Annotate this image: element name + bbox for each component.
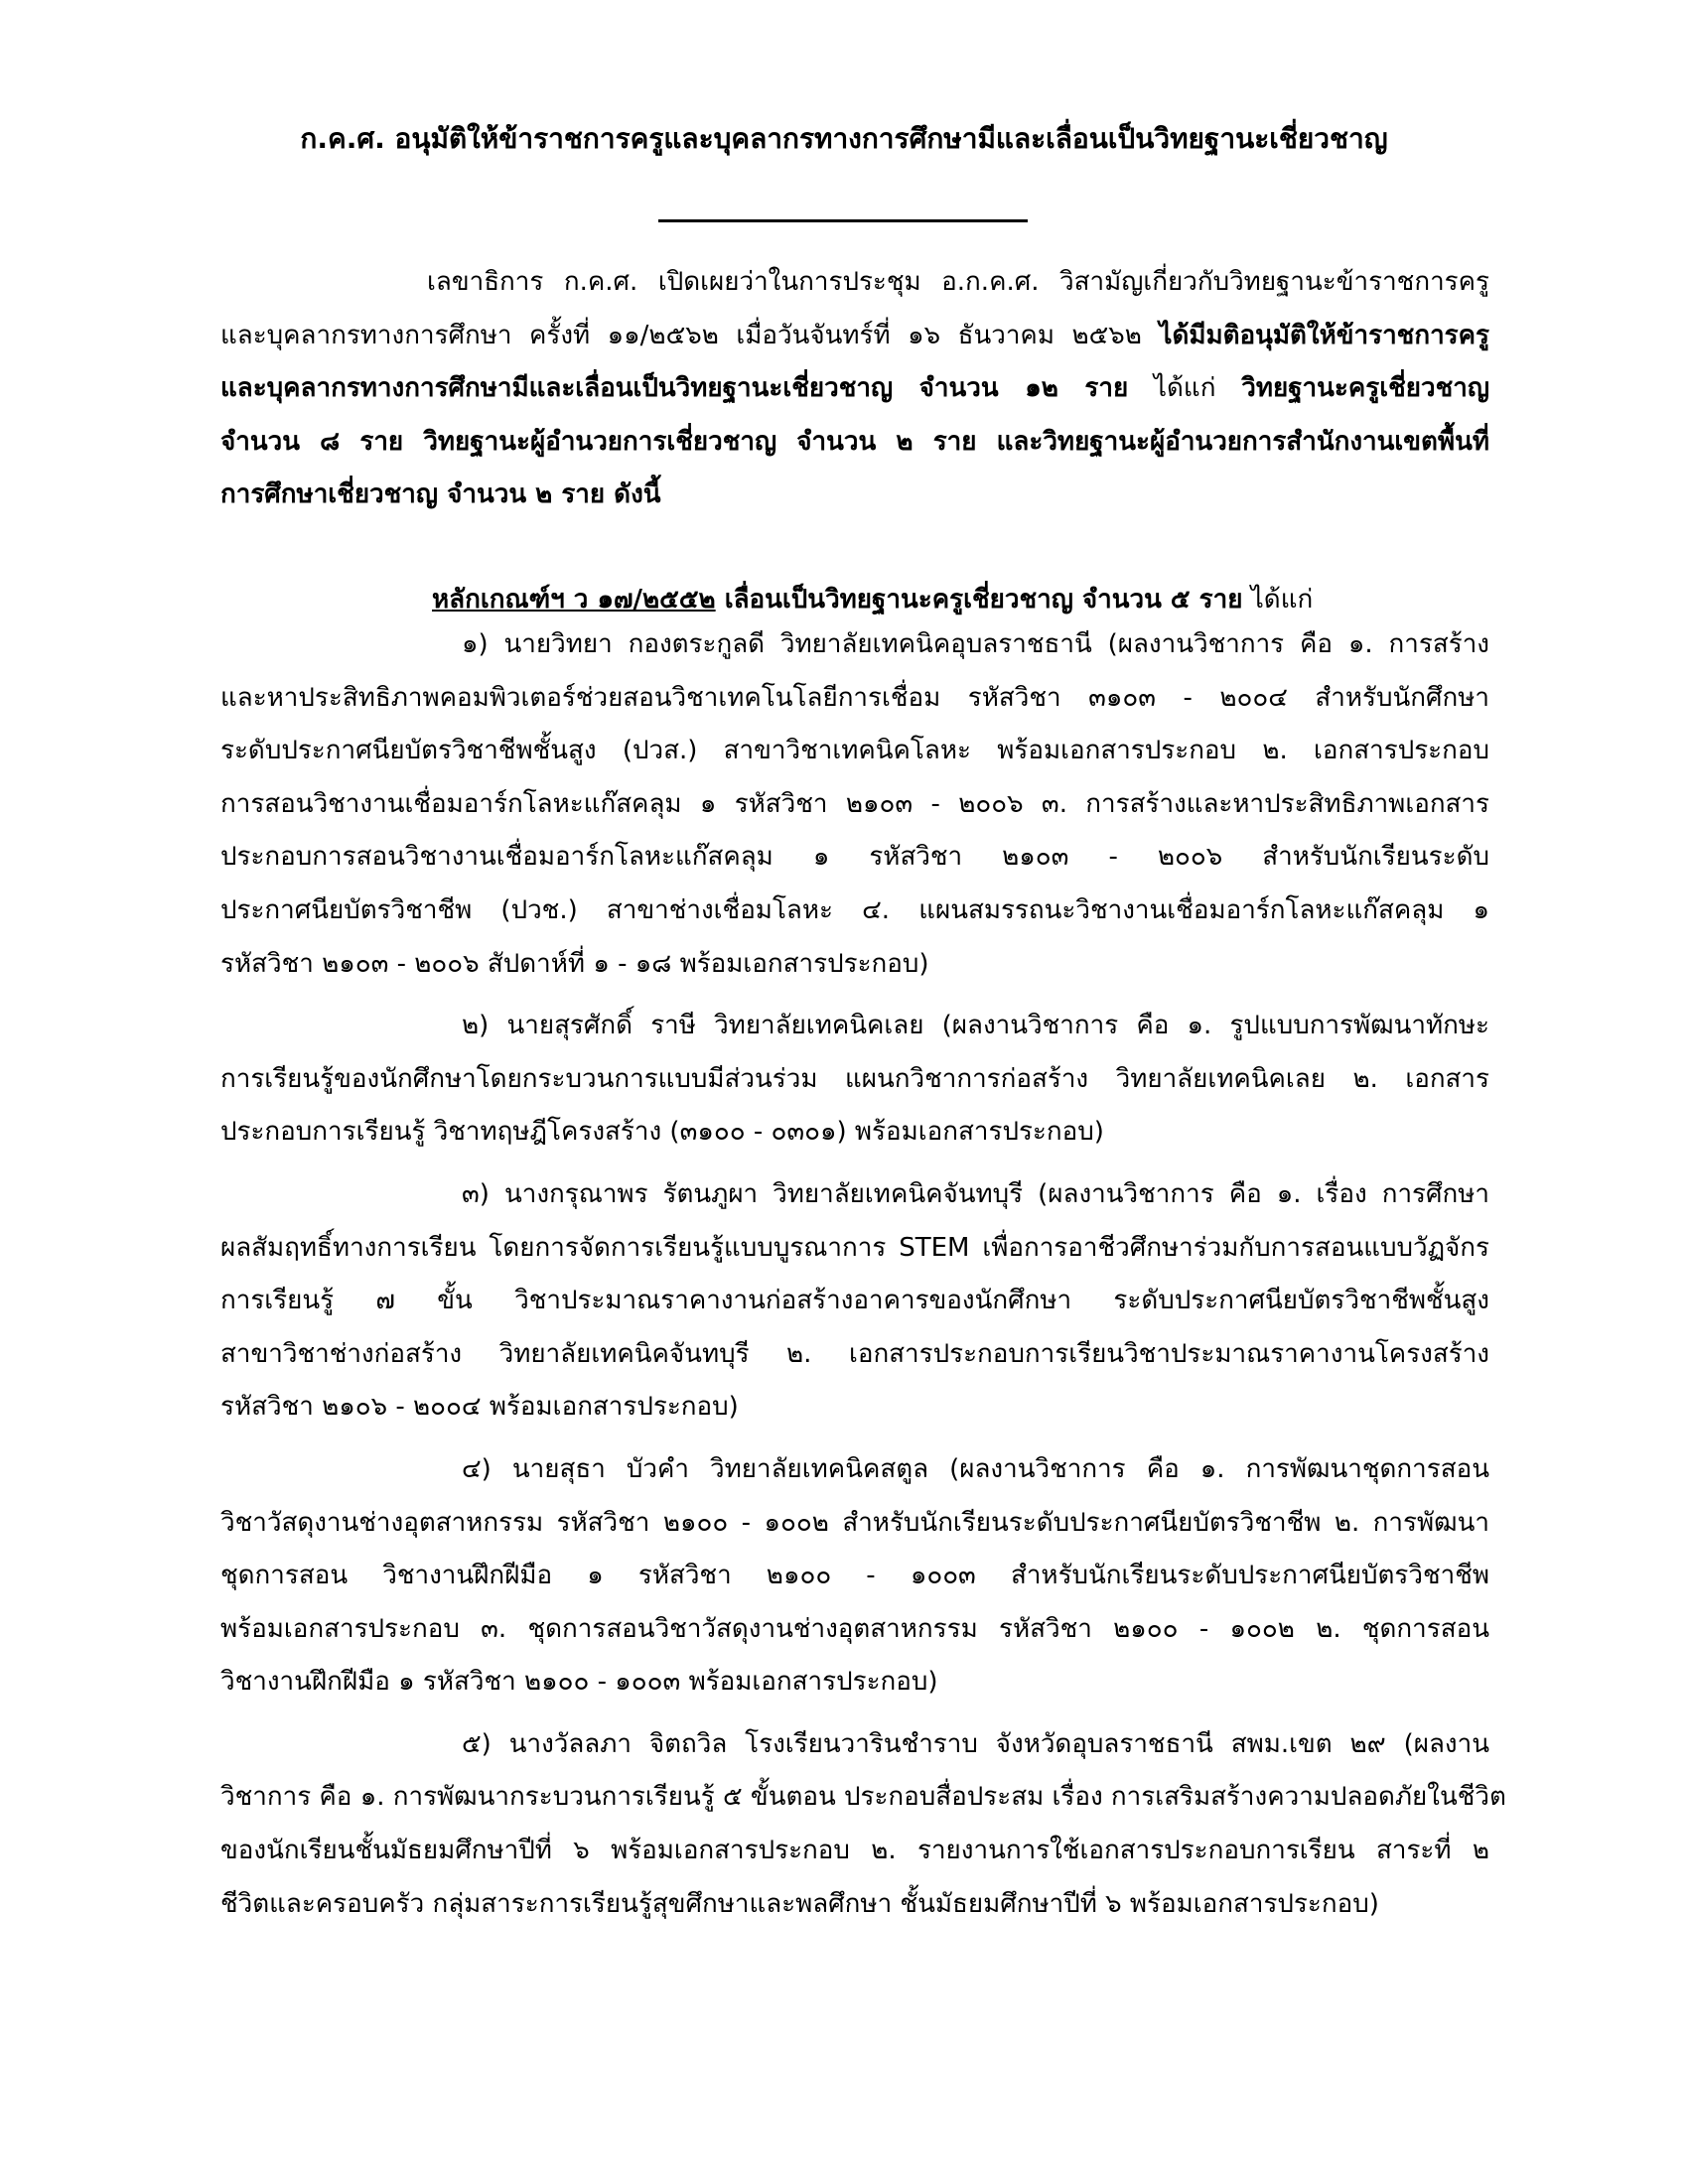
text-segment: เลขาธิการ ก.ค.ศ. เปิดเผยว่าในการประชุม อ.ก.ค.ศ. วิสามัญเกี่ยวกับวิทยฐานะข้าราชการครู: [427, 267, 1489, 297]
item-line: ประกอบการเรียนรู้ วิชาทฤษฎีโครงสร้าง (๓๑๐๐ - ๐๓๐๑) พร้อมเอกสารประกอบ): [220, 1117, 1104, 1148]
list-item: [220, 1168, 1489, 1434]
heading-segment: ได้แก่: [1242, 585, 1314, 614]
heading-segment: เลื่อนเป็นวิทยฐานะครูเชี่ยวชาญ จำนวน ๕ ราย: [715, 585, 1243, 614]
item-line: ๑) นายวิทยา กองตระกูลดี วิทยาลัยเทคนิคอุบลราชธานี (ผลงานวิชาการ คือ ๑. การสร้าง: [462, 629, 1489, 659]
item-line: ๔) นายสุธา บัวคำ วิทยาลัยเทคนิคสตูล (ผลงานวิชาการ คือ ๑. การพัฒนาชุดการสอน: [462, 1453, 1489, 1484]
item-line: รหัสวิชา ๒๑๐๓ - ๒๐๐๖ สัปดาห์ที่ ๑ - ๑๘ พร้อมเอกสารประกอบ): [220, 948, 929, 979]
text-segment: วิทยฐานะครูเชี่ยวชาญ: [1241, 373, 1489, 404]
document-title: ก.ค.ศ. อนุมัติให้ข้าราชการครูและบุคลากรทางการศึกษามีและเลื่อนเป็นวิทยฐานะเชี่ยวชาญ: [300, 122, 1388, 155]
intro-line: [220, 469, 1489, 522]
item-line: ประกาศนียบัตรวิชาชีพ (ปวช.) สาขาช่างเชื่อมโลหะ ๔. แผนสมรรถนะวิชางานเชื่อมอาร์กโลหะแก๊สคลุม ๑: [220, 894, 1489, 925]
item-line: ชีวิตและครอบครัว กลุ่มสาระการเรียนรู้สุขศึกษาและพลศึกษา ชั้นมัธยมศึกษาปีที่ ๖ พร้อมเอกสารประกอบ): [220, 1888, 1379, 1919]
text-segment: จำนวน ๘ ราย วิทยฐานะผู้อำนวยการเชี่ยวชาญ จำนวน ๒ ราย และวิทยฐานะผู้อำนวยการสำนักงานเขตพื้นที่: [220, 426, 1489, 457]
item-line: ๕) นางวัลลภา จิตถวิล โรงเรียนวารินชำราบ จังหวัดอุบลราชธานี สพม.เขต ๒๙ (ผลงาน: [462, 1728, 1489, 1759]
intro-line: [220, 256, 1489, 310]
item-line: ระดับประกาศนียบัตรวิชาชีพชั้นสูง (ปวส.) สาขาวิชาเทคนิคโลหะ พร้อมเอกสารประกอบ ๒. เอกสารประกอบ: [220, 736, 1489, 766]
list-item: [220, 1718, 1506, 1931]
item-line: วิชาวัสดุงานช่างอุตสาหกรรม รหัสวิชา ๒๑๐๐ - ๑๐๐๒ สำหรับนักเรียนระดับประกาศนียบัตรวิชาชีพ ๒. การพัฒนา: [220, 1507, 1489, 1538]
criteria-reference: หลักเกณฑ์ฯ ว ๑๗/๒๕๕๒: [432, 585, 716, 614]
item-line: ๓) นางกรุณาพร รัตนภูผา วิทยาลัยเทคนิคจันทบุรี (ผลงานวิชาการ คือ ๑. เรื่อง การศึกษา: [462, 1178, 1489, 1209]
item-line: ๒) นายสุรศักดิ์ ราษี วิทยาลัยเทคนิคเลย (ผลงานวิชาการ คือ ๑. รูปแบบการพัฒนาทักษะ: [462, 1011, 1489, 1041]
nominee-list: [220, 618, 1506, 1940]
list-item: [220, 1443, 1489, 1709]
item-line: พร้อมเอกสารประกอบ ๓. ชุดการสอนวิชาวัสดุงานช่างอุตสาหกรรม รหัสวิชา ๒๑๐๐ - ๑๐๐๒ ๒. ชุดการสอน: [220, 1613, 1489, 1644]
intro-line: [220, 362, 1489, 416]
item-line: และหาประสิทธิภาพคอมพิวเตอร์ช่วยสอนวิชาเทคโนโลยีการเชื่อม รหัสวิชา ๓๑๐๓ - ๒๐๐๔ สำหรับนักศึกษา: [220, 682, 1489, 713]
item-line: สาขาวิชาช่างก่อสร้าง วิทยาลัยเทคนิคจันทบุรี ๒. เอกสารประกอบการเรียนวิชาประมาณราคางานโครงสร้าง: [220, 1338, 1489, 1369]
intro-line: [220, 310, 1489, 363]
title-divider: [658, 219, 1028, 222]
intro-paragraph: [220, 256, 1489, 522]
item-line: รหัสวิชา ๒๑๐๖ - ๒๐๐๔ พร้อมเอกสารประกอบ): [220, 1392, 739, 1423]
item-line: การเรียนรู้ ๗ ขั้น วิชาประมาณราคางานก่อสร้างอาคารของนักศึกษา ระดับประกาศนียบัตรวิชาชีพชั้นสูง: [220, 1286, 1489, 1316]
list-item: [220, 1000, 1489, 1160]
text-segment: และบุคลากรทางการศึกษา ครั้งที่ ๑๑/๒๕๖๒ เมื่อวันจันทร์ที่ ๑๖ ธันวาคม ๒๕๖๒: [220, 320, 1160, 350]
item-line: วิชางานฝึกฝีมือ ๑ รหัสวิชา ๒๑๐๐ - ๑๐๐๓ พร้อมเอกสารประกอบ): [220, 1667, 938, 1698]
item-line: ชุดการสอน วิชางานฝึกฝีมือ ๑ รหัสวิชา ๒๑๐๐ - ๑๐๐๓ สำหรับนักเรียนระดับประกาศนียบัตรวิชาชีพ: [220, 1561, 1489, 1591]
text-segment: ได้มีมติอนุมัติให้ข้าราชการครู: [1159, 320, 1489, 350]
intro-line: [220, 416, 1489, 470]
text-segment: และบุคลากรทางการศึกษามีและเลื่อนเป็นวิทยฐานะเชี่ยวชาญ จำนวน ๑๒ ราย: [220, 373, 1129, 404]
item-line: วิชาการ คือ ๑. การพัฒนากระบวนการเรียนรู้ ๕ ขั้นตอน ประกอบสื่อประสม เรื่อง การเสริมสร้างความปลอดภัยในชีวิต: [220, 1782, 1506, 1813]
item-line: ของนักเรียนชั้นมัธยมศึกษาปีที่ ๖ พร้อมเอกสารประกอบ ๒. รายงานการใช้เอกสารประกอบการเรียน สาระที่ ๒: [220, 1836, 1489, 1866]
item-line: ประกอบการสอนวิชางานเชื่อมอาร์กโลหะแก๊สคลุม ๑ รหัสวิชา ๒๑๐๓ - ๒๐๐๖ สำหรับนักเรียนระดับ: [220, 842, 1489, 873]
list-item: [220, 618, 1489, 991]
item-line: การสอนวิชางานเชื่อมอาร์กโลหะแก๊สคลุม ๑ รหัสวิชา ๒๑๐๓ - ๒๐๐๖ ๓. การสร้างและหาประสิทธิภาพเอกสาร: [220, 788, 1489, 819]
item-line: การเรียนรู้ของนักศึกษาโดยกระบวนการแบบมีส่วนร่วม แผนกวิชาการก่อสร้าง วิทยาลัยเทคนิคเลย ๒. เอกสาร: [220, 1063, 1489, 1094]
text-segment: ได้แก่: [1128, 373, 1242, 404]
text-segment: การศึกษาเชี่ยวชาญ จำนวน ๒ ราย ดังนี้: [220, 479, 661, 510]
item-line: ผลสัมฤทธิ์ทางการเรียน โดยการจัดการเรียนรู้แบบบูรณาการ STEM เพื่อการอาชีวศึกษาร่วมกับการสอนแบบวัฏจักร: [220, 1232, 1489, 1263]
